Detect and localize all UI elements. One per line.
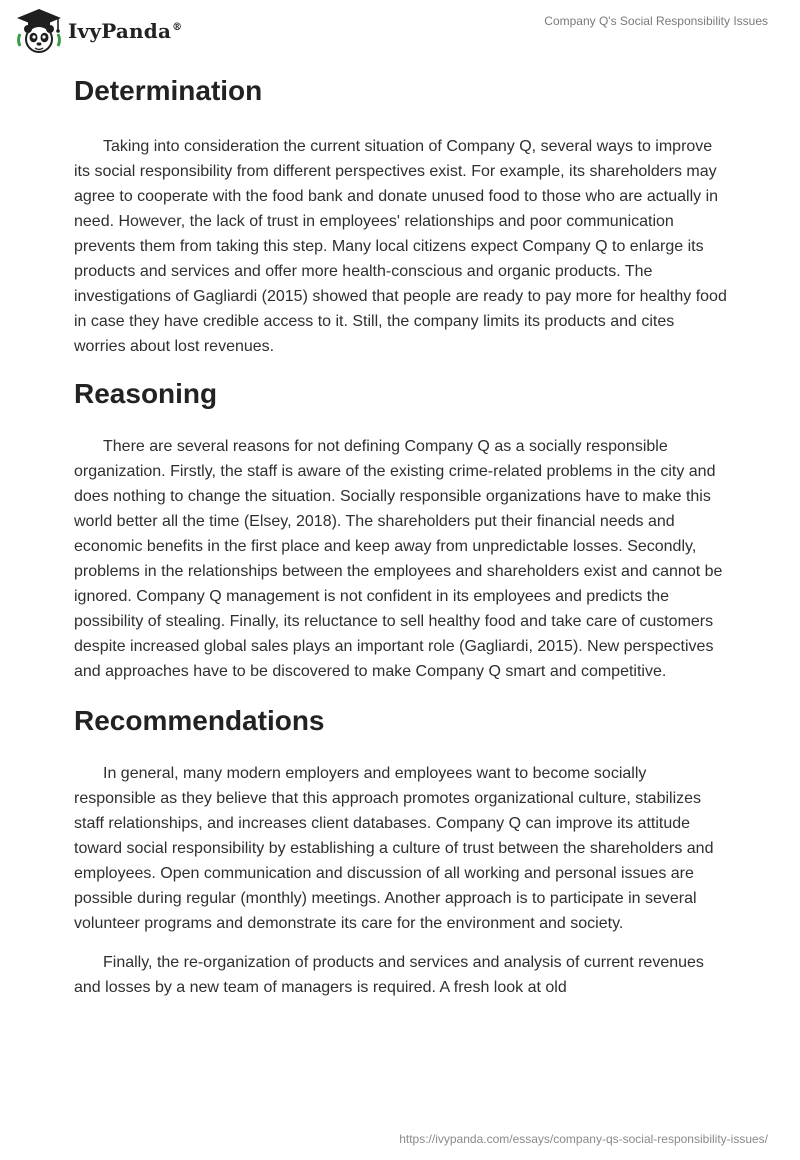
panda-graduate-icon <box>14 8 64 54</box>
heading-recommendations: Recommendations <box>74 705 325 736</box>
page-header <box>0 0 800 60</box>
heading-reasoning: Reasoning <box>74 378 218 409</box>
paragraph: There are several reasons for not defining Company Q as a socially responsible organization. Firstly, the staff is aware of the existing crime-related problems in the city and does nothing to change the situation. Socially responsible organizations have to make this world better all the time (Elsey, 2018). The shareholders put their financial needs and economic benefits in the first place and keep away from unpredictable losses. Secondly, problems in the relationships between the employees and shareholders exist and cannot be ignored. Company Q management is not confident in its employees and predicts the possibility of stealing. Finally, its reluctance to sell healthy food and take care of customers despite increased global sales plays an important role (Gagliardi, 2015). New perspectives and approaches have to be discovered to make Company Q smart and competitive. <box>74 438 723 680</box>
ivypanda-logo[interactable] <box>14 8 182 54</box>
paragraph: In general, many modern employers and employees want to become socially responsible as they believe that this approach promotes organizational culture, stabilizes staff relationships, and increases client databases. Company Q can improve its attitude toward social responsibility by establishing a culture of trust between the shareholders and employees. Open communication and discussion of all working and personal issues are possible during regular (monthly) meetings. Another approach is to participate in several volunteer programs and demonstrate its care for the environment and society. <box>74 765 714 932</box>
running-title: Company Q's Social Responsibility Issues <box>544 14 768 28</box>
paragraph: Finally, the re-organization of products and services and analysis of current revenues and losses by a new team of managers is required. A fresh look at old <box>74 954 704 996</box>
paragraph: Taking into consideration the current situation of Company Q, several ways to improve its social responsibility from different perspectives exist. For example, its shareholders may agree to cooperate with the food bank and donate unused food to those who are actually in need. However, the lack of trust in employees' relationships and poor communication prevents them from taking this step. Many local citizens expect Company Q to enlarge its products and services and offer more health-conscious and organic products. The investigations of Gagliardi (2015) showed that people are ready to pay more for healthy food in case they have credible access to it. Still, the company limits its products and cites worries about lost revenues. <box>74 138 727 355</box>
source-url[interactable]: https://ivypanda.com/essays/company-qs-social-responsibility-issues/ <box>399 1132 768 1146</box>
registered-mark: ® <box>172 22 183 33</box>
logo-wordmark <box>68 19 182 43</box>
heading-determination: Determination <box>74 75 263 106</box>
essay-content <box>74 70 730 1000</box>
logo-text: IvyPanda <box>68 19 172 43</box>
